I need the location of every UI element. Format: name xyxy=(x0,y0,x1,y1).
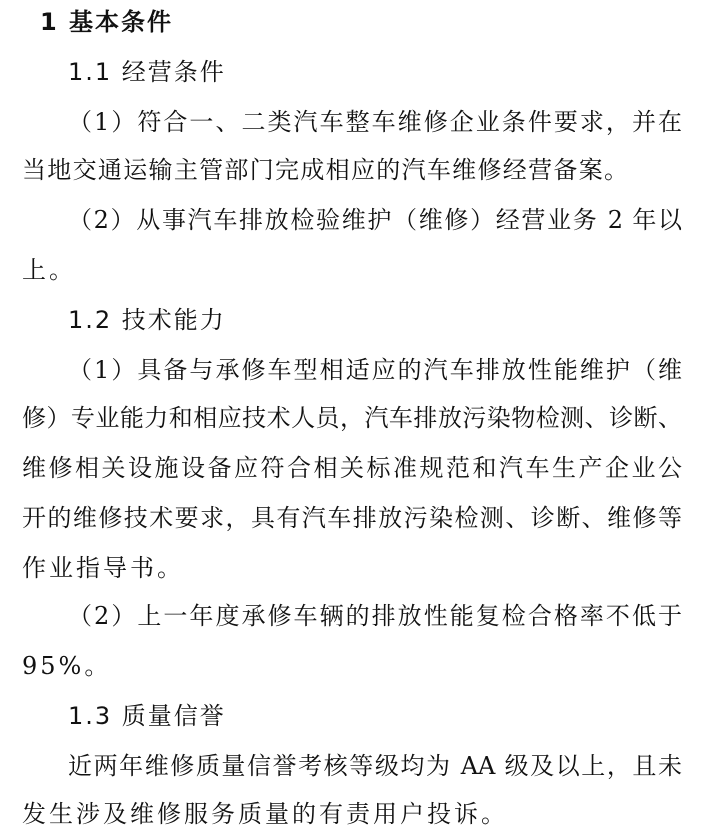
paragraph-1-2-1-line-1: （1）具备与承修车型相适应的汽车排放性能维护（维 xyxy=(68,356,682,384)
paragraph-1-1-2-line-2: 上。 xyxy=(22,256,76,284)
paragraph-1-3-1-line-1: 近两年维修质量信誉考核等级均为 AA 级及以上，且未 xyxy=(68,752,682,780)
paragraph-1-2-1-line-4: 开的维修技术要求，具有汽车排放污染检测、诊断、维修等 xyxy=(22,504,682,532)
paragraph-1-2-1-line-2: 修）专业能力和相应技术人员，汽车排放污染物检测、诊断、 xyxy=(22,404,682,432)
paragraph-1-1-2-line-1: （2）从事汽车排放检验维护（维修）经营业务 2 年以 xyxy=(68,206,682,234)
paragraph-1-2-1-line-5: 作业指导书。 xyxy=(22,554,184,582)
subsection-heading-1-3: 1.3 质量信誉 xyxy=(68,702,226,730)
paragraph-1-1-1-line-2: 当地交通运输主管部门完成相应的汽车维修经营备案。 xyxy=(22,156,628,184)
paragraph-1-3-1-line-2: 发生涉及维修服务质量的有责用户投诉。 xyxy=(22,800,508,828)
paragraph-1-2-2-line-2: 95%。 xyxy=(22,652,112,680)
paragraph-1-2-1-line-3: 维修相关设施设备应符合相关标准规范和汽车生产企业公 xyxy=(22,454,682,482)
subsection-heading-1-2: 1.2 技术能力 xyxy=(68,306,226,334)
paragraph-1-2-2-line-1: （2）上一年度承修车辆的排放性能复检合格率不低于 xyxy=(68,602,682,630)
section-heading-1: 1 基本条件 xyxy=(40,8,174,36)
paragraph-1-1-1-line-1: （1）符合一、二类汽车整车维修企业条件要求，并在 xyxy=(68,108,682,136)
subsection-heading-1-1: 1.1 经营条件 xyxy=(68,58,226,86)
